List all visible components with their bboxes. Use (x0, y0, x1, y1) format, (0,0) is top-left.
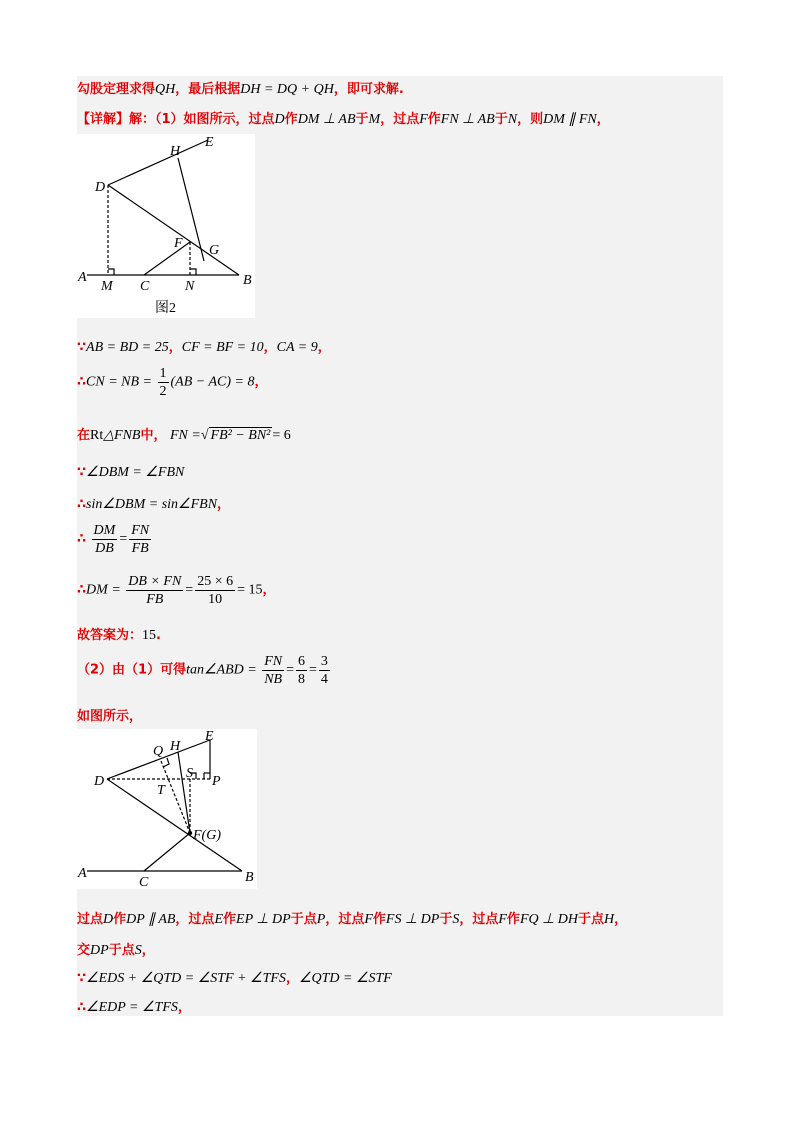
text-line-1: 勾股定理求得QH，最后根据DH = DQ + QH，即可求解. (77, 82, 404, 97)
text-line-3: ∵AB = BD = 25，CF = BF = 10，CA = 9， (77, 340, 331, 355)
fig2-label-H: H (170, 739, 181, 754)
fig2-label-B: B (245, 870, 254, 885)
text-line-13: 过点D作DP ∥ AB，过点E作EP ⊥ DP于点P，过点F作FS ⊥ DP于S，过点F作FQ ⊥ DH于点H， (77, 912, 628, 927)
fig1-label-N: N (185, 279, 195, 294)
text-line-15: ∵∠EDS + ∠QTD = ∠STF + ∠TFS，∠QTD = ∠STF (77, 971, 392, 986)
fig1-label-E: E (205, 135, 214, 150)
text-line-14: 交DP于点S， (77, 943, 155, 958)
figure-1 (77, 134, 255, 318)
text-line-6: ∵∠DBM = ∠FBN (77, 465, 185, 480)
text-line-5: 在Rt△FNB中， FN =√ FB² − BN² = 6 (77, 428, 291, 443)
fig2-segment-DB (107, 779, 242, 871)
fig2-segment-HF (178, 752, 190, 833)
fig1-right-angle-M (108, 269, 114, 275)
fig2-label-FG: F(G) (193, 828, 221, 843)
text-line-2: 【详解】解：（1）如图所示，过点D作DM ⊥ AB于M，过点F作FN ⊥ AB于N，则DM ∥ FN， (77, 112, 610, 127)
text-line-11: （2）由（1）可得tan∠ABD = $\frac{FN}{NB}$ = $\frac{6}{8}$ = $\frac{3}{4}$ (77, 654, 328, 687)
fig1-caption: 图2 (155, 301, 176, 316)
fig1-segment-DE (108, 140, 208, 185)
fig1-label-M: M (101, 279, 113, 294)
fig2-label-P: P (212, 774, 221, 789)
fig2-label-D: D (94, 774, 105, 789)
text-line-12: 如图所示， (77, 709, 143, 724)
fig2-label-T: T (157, 783, 165, 798)
fraction-half: $\frac{1}{2}$ (159, 366, 167, 399)
text-line-4: ∴CN = NB = $\frac{1}{2}$ (AB − AC) = 8， (77, 366, 268, 399)
fig2-right-angle-Q (163, 758, 169, 767)
text-line-7: ∴sin∠DBM = sin∠FBN， (77, 497, 231, 512)
text-line-8: ∴ $\frac{DM}{DB}$ = $\frac{FN}{FB}$ (77, 523, 150, 556)
fig1-label-G: G (209, 243, 220, 258)
fig1-label-H: H (170, 144, 181, 159)
fig1-label-C: C (140, 279, 150, 294)
fig2-label-A: A (78, 866, 87, 881)
fig2-segment-CF (144, 833, 190, 871)
fig1-label-D: D (95, 180, 106, 195)
fig1-segment-DB (108, 185, 239, 275)
text-line-16: ∴∠EDP = ∠TFS， (77, 1000, 191, 1015)
fig1-right-angle-N (190, 269, 196, 275)
text-line-9: ∴DM = $\frac{DB \times FN}{FB}$ = $\frac{25 \times 6}{10}$ = 15， (77, 574, 276, 607)
fig1-segment-CF (144, 242, 190, 275)
fig2-label-E: E (205, 729, 214, 744)
fig2-label-S: S (186, 766, 193, 781)
fig1-label-F: F (174, 236, 183, 251)
fig2-label-Q: Q (153, 744, 164, 759)
figure-2 (77, 729, 257, 889)
fig1-label-A: A (78, 270, 87, 285)
fig2-point-F (188, 831, 192, 835)
text-line-10: 故答案为：15. (77, 628, 161, 643)
fig2-label-C: C (139, 875, 149, 889)
fig1-label-B: B (243, 273, 252, 288)
